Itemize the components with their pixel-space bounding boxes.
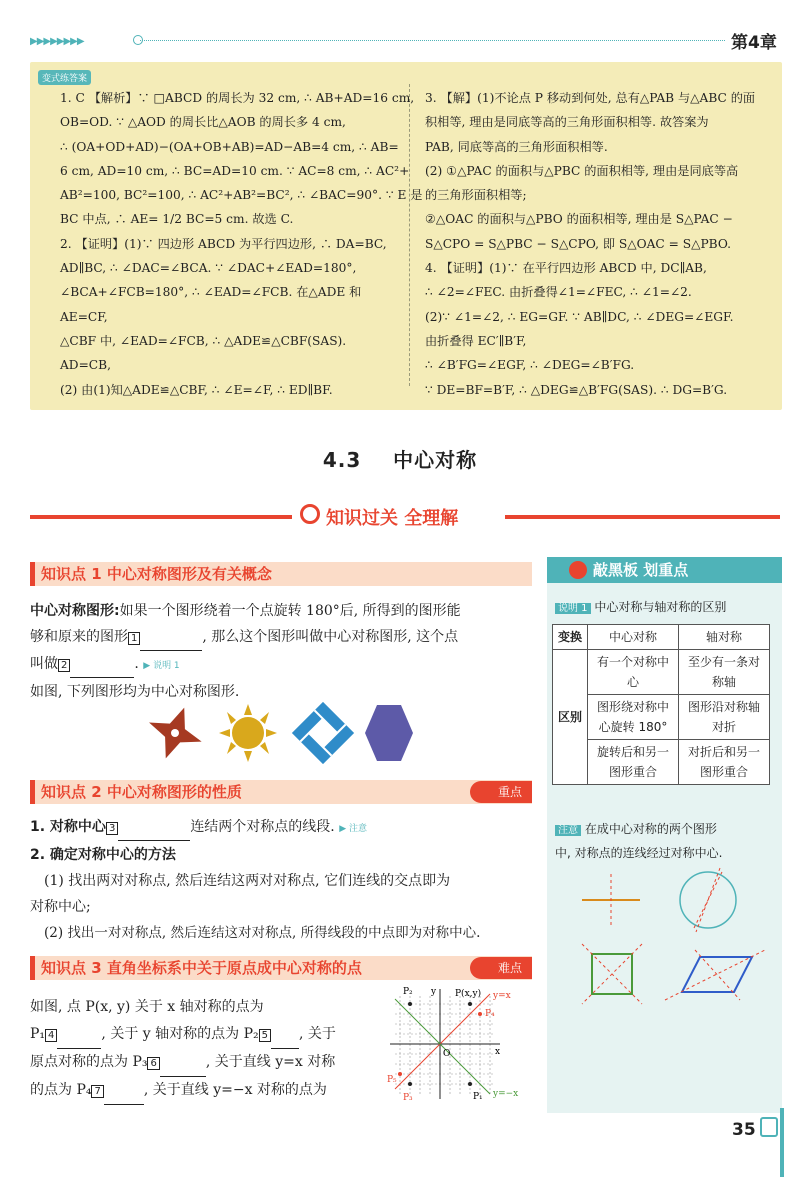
banner-line-right xyxy=(505,515,780,519)
blank-field[interactable] xyxy=(160,1049,206,1077)
answer-line: AB²=100, BC²=100, ∴ AC²+AB²=BC², ∴ ∠BAC=90°. ∵ E 是 xyxy=(60,188,423,203)
answer-line: (2) 由(1)知△ADE≌△CBF, ∴ ∠E=∠F, ∴ ED∥BF. xyxy=(60,382,333,397)
banner-title: 知识过关 全理解 xyxy=(326,508,459,529)
blank-number: 3 xyxy=(106,822,118,835)
kp1-text: . xyxy=(134,656,139,672)
parallelogram-figure xyxy=(665,950,765,1000)
symmetric-shapes-figure xyxy=(145,702,435,764)
graph-label: x xyxy=(495,1047,501,1057)
kp2-item: 1. 对称中心 xyxy=(30,819,106,835)
answer-line: AD=CB, xyxy=(60,358,111,373)
kp3-text: 的点为 P₄ xyxy=(30,1082,92,1098)
shuriken-shape xyxy=(145,702,211,764)
blank-field[interactable] xyxy=(140,624,202,651)
graph-label: P₅ xyxy=(387,1075,397,1085)
blank-field[interactable] xyxy=(70,651,134,678)
answer-line: 6 cm, AD=10 cm, ∴ BC=AD=10 cm. ∵ AC=8 cm, ∴ AC²+ xyxy=(60,163,410,178)
note-text: 中, 对称点的连线经过对称中心. xyxy=(555,846,723,860)
table-cell: 图形沿对称轴对折 xyxy=(679,695,770,740)
sidebar-title: 敲黑板 划重点 xyxy=(593,561,689,579)
blank-number: 7 xyxy=(91,1085,103,1098)
answer-line: 3. 【解】(1)不论点 P 移动到何处, 总有△PAB 与△ABC 的面 xyxy=(425,91,756,105)
note-text: 在成中心对称的两个图形 xyxy=(584,822,717,836)
sidebar-note1 xyxy=(555,598,726,615)
kp3-heading: 知识点 3 直角坐标系中关于原点成中心对称的点 xyxy=(30,956,532,980)
chapter-label: 第4章 xyxy=(731,33,777,53)
note-text: 中心对称与轴对称的区别 xyxy=(594,600,727,614)
note-link[interactable]: ▶ 注意 xyxy=(339,824,368,834)
table-header: 变换 xyxy=(553,625,588,650)
graph-label: P₄ xyxy=(485,1009,495,1019)
answer-line: 由折叠得 EC′∥B′F, xyxy=(425,333,527,348)
comparison-table xyxy=(552,624,770,785)
kp2-body xyxy=(30,814,540,946)
coordinate-graph xyxy=(385,984,535,1104)
answer-line: 2. 【证明】(1)∵ 四边形 ABCD 为平行四边形, ∴ DA=BC, xyxy=(60,236,387,251)
pinwheel-square-shape xyxy=(292,702,354,764)
table-header: 中心对称 xyxy=(588,625,679,650)
section-title xyxy=(0,444,800,473)
answer-line: ∴ (OA+OD+AD)−(OA+OB+AB)=AD−AB=4 cm, ∴ AB= xyxy=(60,139,399,154)
kp3-text: P₁ xyxy=(30,1026,46,1042)
table-header: 轴对称 xyxy=(679,625,770,650)
header-divider xyxy=(140,40,725,41)
kp3-text: , 关于直线 y=−x 对称的点为 xyxy=(143,1082,327,1098)
sun-shape xyxy=(219,704,277,762)
answer-line: S△CPO = S△PBC − S△CPO, 即 S△OAC = S△PBO. xyxy=(425,236,731,251)
graph-label: P(x,y) xyxy=(455,989,482,999)
note-tag: 注意 xyxy=(555,825,581,836)
answer-line: 积相等, 理由是同底等高的三角形面积相等. 故答案为 xyxy=(425,115,709,130)
sidebar-note2 xyxy=(555,818,775,864)
kp2-text: 连结两个对称点的线段. xyxy=(190,819,335,835)
answer-line: AD∥BC, ∴ ∠DAC=∠BCA. ∵ ∠DAC+∠EAD=180°, xyxy=(60,261,357,276)
section-name: 中心对称 xyxy=(393,448,478,472)
answer-line: PAB, 同底等高的三角形面积相等. xyxy=(425,139,608,154)
answer-tag: 变式练答案 xyxy=(38,70,91,85)
kp1-text: , 那么这个图形叫做中心对称图形, 这个点 xyxy=(202,629,459,645)
square-figure xyxy=(582,944,642,1004)
answer-line: ∠BCA+∠FCB=180°, ∴ ∠EAD=∠FCB. 在△ADE 和 xyxy=(60,285,362,300)
graph-label: O xyxy=(443,1049,451,1059)
answer-line: 的三角形面积相等; xyxy=(425,188,527,203)
sidebar-header xyxy=(547,557,782,583)
page-number: 35 xyxy=(732,1120,756,1140)
answer-line: ∴ ∠B′FG=∠EGF, ∴ ∠DEG=∠B′FG. xyxy=(425,358,635,373)
page-logo-icon xyxy=(760,1117,778,1137)
hexagon-shape xyxy=(365,705,413,761)
kp2-text: 对称中心; xyxy=(30,899,91,915)
page-edge-bar xyxy=(780,1108,784,1177)
kp1-heading: 知识点 1 中心对称图形及有关概念 xyxy=(30,562,532,586)
kp3-badge: 难点 xyxy=(470,957,532,979)
kp3-body xyxy=(30,994,390,1105)
kp1-text: 叫做 xyxy=(30,656,58,672)
blank-field[interactable] xyxy=(271,1021,299,1049)
kp1-text: 够和原来的图形 xyxy=(30,629,128,645)
kp3-text: , 关于 y 轴对称的点为 P₂ xyxy=(101,1026,259,1042)
graph-label: P₂ xyxy=(403,987,413,997)
sidebar-figures xyxy=(570,862,770,1007)
table-cell: 旋转后和另一图形重合 xyxy=(588,740,679,785)
answer-line: ∵ DE=BF=B′F, ∴ △DEG≌△B′FG(SAS). ∴ DG=B′G. xyxy=(425,382,728,397)
graph-label: y=x xyxy=(493,991,511,1001)
blank-number: 5 xyxy=(259,1029,271,1042)
graph-label: P₃ xyxy=(403,1093,413,1103)
note-tag: 说明 1 xyxy=(555,603,591,614)
teacher-icon xyxy=(569,561,587,579)
kp3-text: , 关于直线 y=x 对称 xyxy=(205,1054,336,1070)
section-number: 4.3 xyxy=(322,448,362,472)
blank-field[interactable] xyxy=(57,1021,101,1049)
answer-line: ②△OAC 的面积与△PBO 的面积相等, 理由是 S△PAC − xyxy=(425,212,733,227)
answer-line: (2)∵ ∠1=∠2, ∴ EG=GF. ∵ AB∥DC, ∴ ∠DEG=∠EGF. xyxy=(425,309,734,324)
graph-label: y xyxy=(431,987,437,997)
blank-number: 4 xyxy=(45,1029,57,1042)
kp2-item: 2. 确定对称中心的方法 xyxy=(30,847,176,863)
kp2-text: (2) 找出一对对称点, 然后连结这对对称点, 所得线段的中点即为对称中心. xyxy=(44,925,481,941)
answer-line: BC 中点, ∴ AE= 1/2 BC=5 cm. 故选 C. xyxy=(60,212,294,227)
answer-right-column xyxy=(425,86,755,402)
answer-line: AE=CF, xyxy=(60,309,108,324)
answer-line: 4. 【证明】(1)∵ 在平行四边形 ABCD 中, DC∥AB, xyxy=(425,261,707,276)
blank-number: 1 xyxy=(128,632,140,645)
kp2-heading: 知识点 2 中心对称图形的性质 xyxy=(30,780,532,804)
blank-number: 2 xyxy=(58,659,70,672)
table-cell: 对折后和另一图形重合 xyxy=(679,740,770,785)
graph-label: y=−x xyxy=(493,1089,519,1099)
answer-line: (2) ①△PAC 的面积与△PBC 的面积相等, 理由是同底等高 xyxy=(425,163,739,178)
answer-left-column xyxy=(60,86,422,402)
note-link[interactable]: ▶ 说明 1 xyxy=(143,661,180,671)
kp2-badge: 重点 xyxy=(470,781,532,803)
table-cell: 图形绕对称中心旋转 180° xyxy=(588,695,679,740)
blank-number: 6 xyxy=(147,1057,159,1070)
answer-line: ∴ ∠2=∠FEC. 由折叠得∠1=∠FEC, ∴ ∠1=∠2. xyxy=(425,285,692,300)
kp1-body xyxy=(30,598,535,705)
segment-figure xyxy=(582,874,640,926)
kp1-text: 如果一个图形绕着一个点旋转 180°后, 所得到的图形能 xyxy=(119,603,461,619)
banner-spiral-icon xyxy=(300,504,320,524)
banner-line-left xyxy=(30,515,292,519)
kp3-text: 原点对称的点为 P₃ xyxy=(30,1054,148,1070)
kp1-term: 中心对称图形: xyxy=(30,603,120,619)
table-cell: 有一个对称中心 xyxy=(588,650,679,695)
table-cell: 至少有一条对称轴 xyxy=(679,650,770,695)
blank-field[interactable] xyxy=(104,1077,144,1105)
header-arrows: ▶▶▶▶▶▶▶▶ xyxy=(30,36,84,47)
answer-line: △CBF 中, ∠EAD=∠FCB, ∴ △ADE≌△CBF(SAS). xyxy=(60,333,347,348)
circle-figure xyxy=(680,868,736,932)
graph-label: P₁ xyxy=(473,1092,483,1102)
kp3-text: , 关于 xyxy=(299,1026,336,1042)
blank-field[interactable] xyxy=(118,814,190,841)
answer-line: 1. C 【解析】∵ □ABCD 的周长为 32 cm, ∴ AB+AD=16 cm, xyxy=(60,91,415,105)
kp3-text: 如图, 点 P(x, y) 关于 x 轴对称的点为 xyxy=(30,999,264,1015)
answer-line: OB=OD. ∵ △AOD 的周长比△AOB 的周长多 4 cm, xyxy=(60,115,346,130)
kp1-text: 如图, 下列图形均为中心对称图形. xyxy=(30,684,240,700)
kp2-text: (1) 找出两对对称点, 然后连结这两对对称点, 它们连线的交点即为 xyxy=(44,873,451,889)
table-row-header: 区别 xyxy=(553,650,588,785)
